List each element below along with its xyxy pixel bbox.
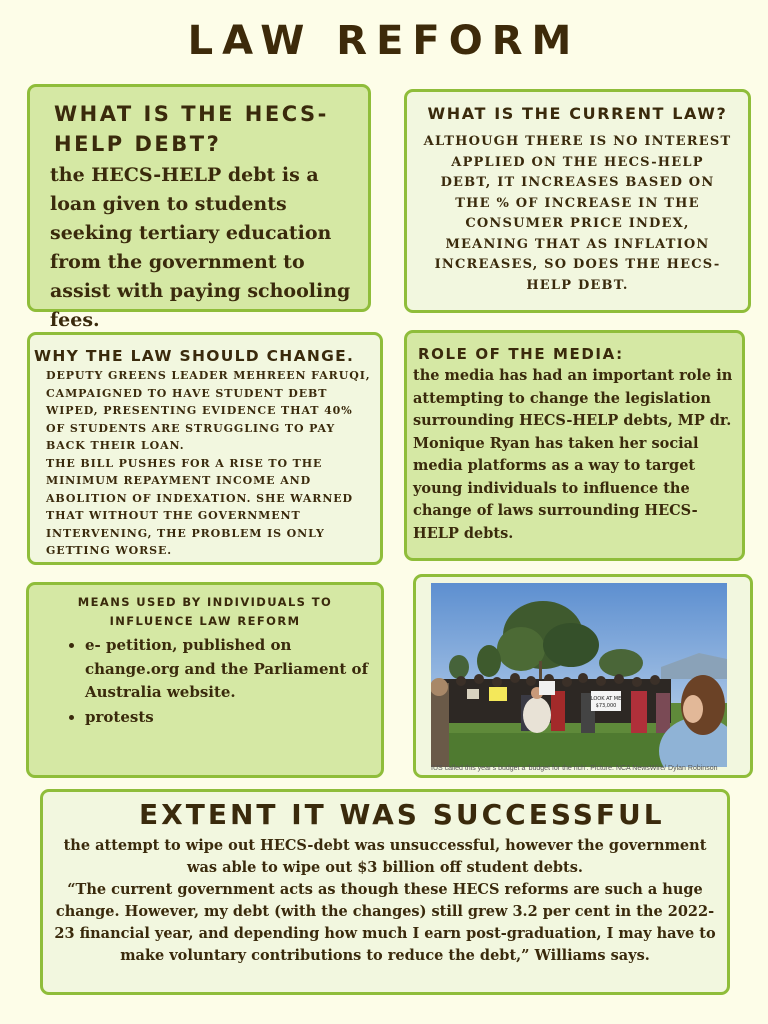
svg-text:$73,000: $73,000 [595,703,617,709]
protest-photo [431,583,727,767]
current-law-heading: WHAT IS THE CURRENT LAW? [427,104,728,123]
media-role-body: the media has had an important role in attempting to change the legislation surrounding HECS-HELP debts, MP dr. Monique Ryan has taken her social media platforms as a way to target young individuals to influence the change of laws surrounding HECS-HELP debts. [413,367,733,542]
page-title: LAW REFORM [187,18,581,64]
extent-heading: EXTENT IT WAS SUCCESSFUL [139,798,665,831]
current-law-body: ALTHOUGH THERE IS NO INTEREST APPLIED ON THE HECS-HELP DEBT, IT INCREASES BASED ON THE % OF INCREASE IN THE CONSUMER PRICE INDEX, MEANING THAT AS INFLATION INCREASES, SO DOES THE HECS-HELP DEBT. [423,134,732,293]
means-card [26,582,384,778]
media-role-card [404,330,745,561]
photo-card [413,574,753,778]
extent-paragraph-1: the attempt to wipe out HECS-debt was unsuccessful, however the government was able to wipe out $3 billion off student debts. [63,837,707,876]
why-change-heading: WHY THE LAW SHOULD CHANGE. [34,347,355,365]
why-change-paragraph-1: DEPUTY GREENS LEADER MEHREEN FARUQI, CAMPAIGNED TO HAVE STUDENT DEBT WIPED, PRESENTING EVIDENCE THAT 40% OF STUDENTS ARE STRUGGLING TO PAY BACK THEIR LOAN. [46,369,371,452]
means-heading: MEANS USED BY INDIVIDUALS TO INFLUENCE LAW REFORM [77,595,333,628]
why-change-card [27,332,383,565]
hecs-debt-body: the HECS-HELP debt is a loan given to students seeking tertiary education from the government to assist with paying schooling fees. [50,164,351,331]
list-item: • protests [85,706,373,730]
hecs-debt-card [27,84,371,331]
extent-paragraph-2: “The current government acts as though these HECS reforms are such a huge change. However, my debt (with the changes) still grew 3.2 per cent in the 2022-23 financial year, and depending how much I earn post-graduation, I may have to make voluntary contributions to reduce the debt,” Williams says. [54,881,716,964]
means-list [37,634,373,729]
hecs-debt-heading: WHAT IS THE HECS-HELP DEBT? [54,102,329,156]
extent-card [40,789,730,995]
svg-text:LOOK AT ME: LOOK AT ME [590,696,622,702]
media-role-heading: ROLE OF THE MEDIA: [418,345,624,363]
why-change-paragraph-2: THE BILL PUSHES FOR A RISE TO THE MINIMUM REPAYMENT INCOME AND ABOLITION OF INDEXATION. SHE WARNED THAT WITHOUT THE GOVERNMENT INTERVENING, THE PROBLEM IS ONLY GETTING WORSE. [46,456,353,557]
current-law-card [404,89,751,313]
list-item: • e- petition, published on change.org and the Parliament of Australia website. [85,634,373,705]
photo-caption: IUS called this year's budget a 'budget for the rich'. Picture: NCA NewsWire/ Dylan Robinson [431,765,718,772]
